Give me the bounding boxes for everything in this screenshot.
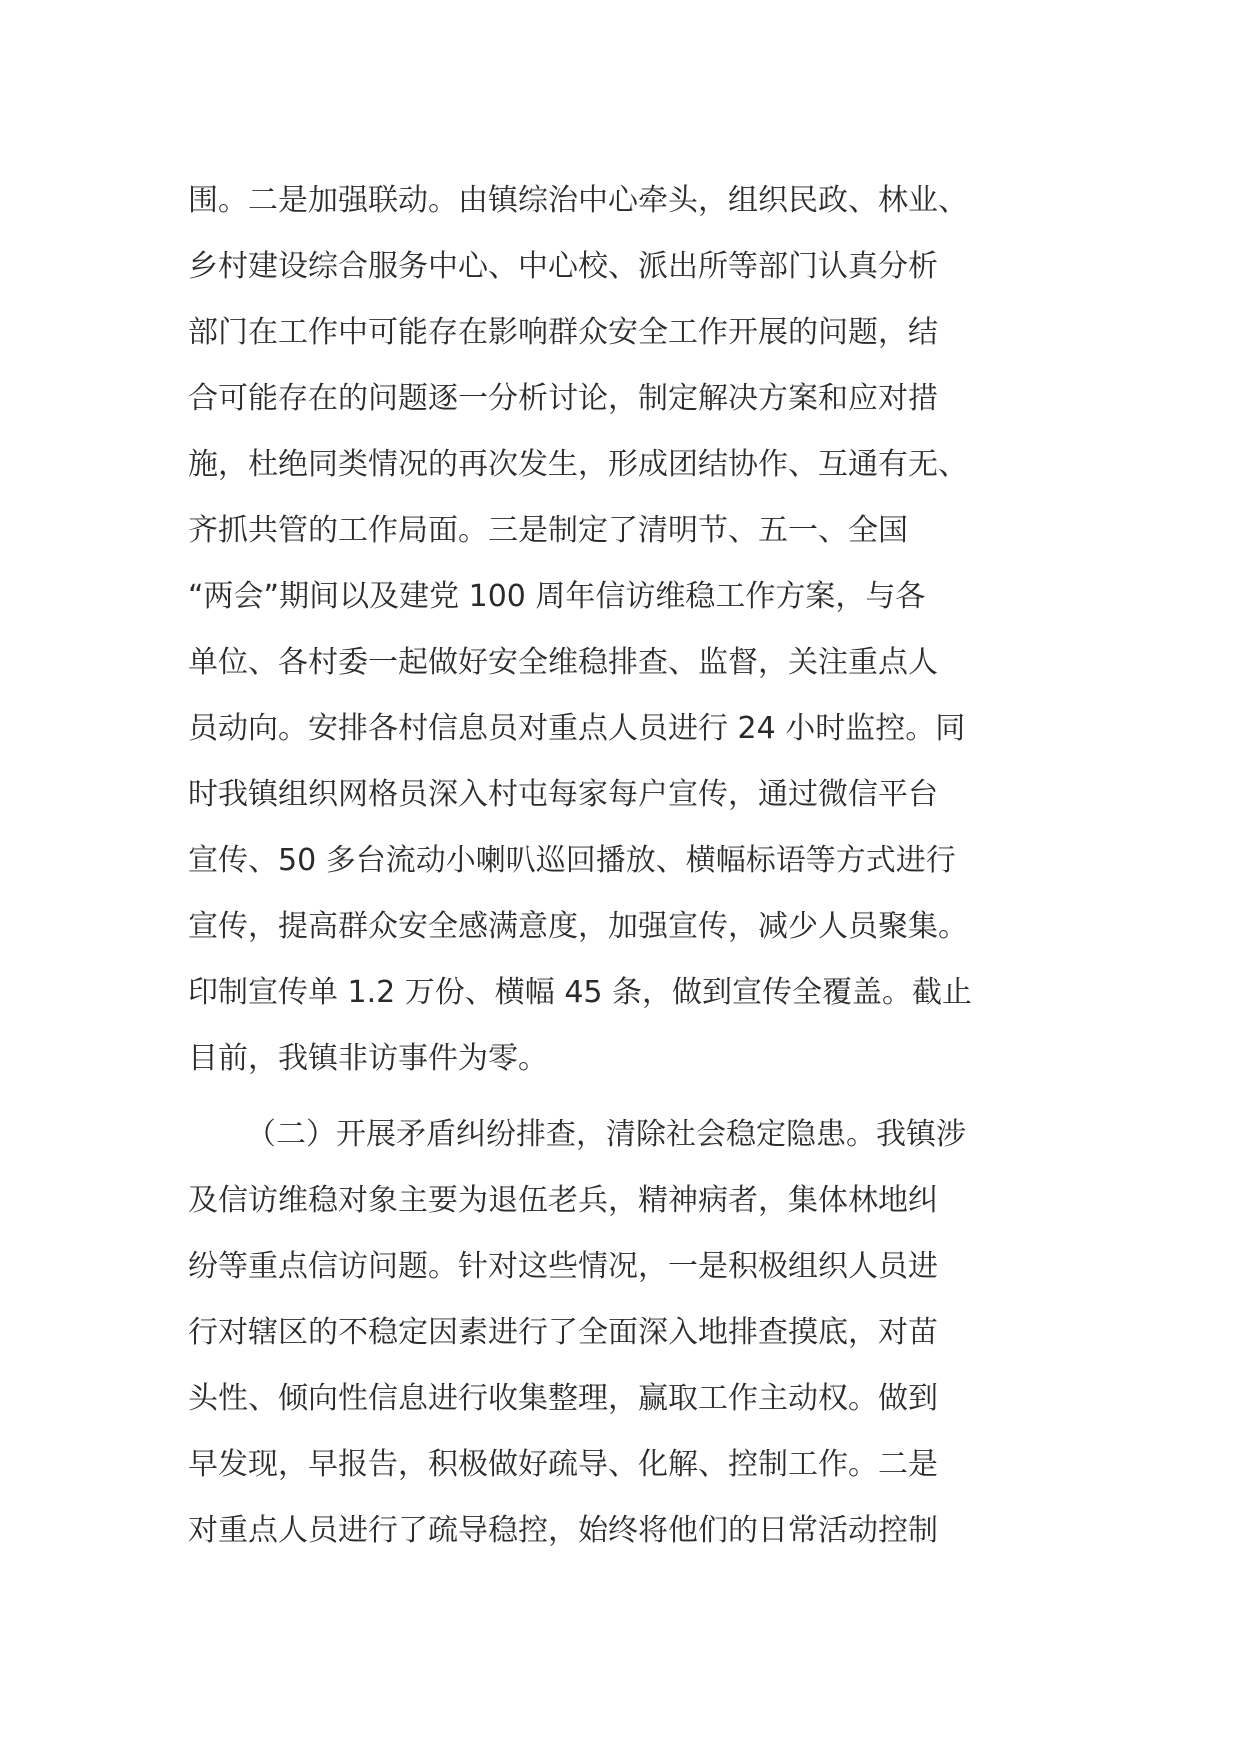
- text-line: 印制宣传单 1.2 万份、横幅 45 条，做到宣传全覆盖。截止: [188, 975, 973, 1010]
- text-line: 单位、各村委一起做好安全维稳排查、监督，关注重点人: [188, 645, 938, 680]
- text-line: 围。二是加强联动。由镇综治中心牵头，组织民政、林业、: [188, 183, 968, 218]
- text-line: 时我镇组织网格员深入村屯每家每户宣传，通过微信平台: [188, 777, 938, 812]
- paragraph-1: [188, 168, 1068, 1092]
- text-line: 纷等重点信访问题。针对这些情况，一是积极组织人员进: [188, 1249, 938, 1284]
- text-line: 宣传、50 多台流动小喇叭巡回播放、横幅标语等方式进行: [188, 843, 956, 878]
- text-line: 头性、倾向性信息进行收集整理，赢取工作主动权。做到: [188, 1381, 938, 1416]
- text-line: 目前，我镇非访事件为零。: [188, 1041, 548, 1076]
- text-line: 员动向。安排各村信息员对重点人员进行 24 小时监控。同: [188, 711, 966, 746]
- document-body: [188, 168, 1068, 1564]
- text-line: 行对辖区的不稳定因素进行了全面深入地排查摸底，对苗: [188, 1315, 938, 1350]
- text-line: 施，杜绝同类情况的再次发生，形成团结协作、互通有无、: [188, 447, 968, 482]
- text-line: 对重点人员进行了疏导稳控，始终将他们的日常活动控制: [188, 1513, 938, 1548]
- text-line: 部门在工作中可能存在影响群众安全工作开展的问题，结: [188, 315, 938, 350]
- text-line: 合可能存在的问题逐一分析讨论，制定解决方案和应对措: [188, 381, 938, 416]
- text-line: 及信访维稳对象主要为退伍老兵，精神病者，集体林地纠: [188, 1183, 938, 1218]
- text-line: 齐抓共管的工作局面。三是制定了清明节、五一、全国: [188, 513, 908, 548]
- text-line: 宣传，提高群众安全感满意度，加强宣传，减少人员聚集。: [188, 909, 968, 944]
- paragraph-2: [188, 1102, 1068, 1564]
- text-line: 早发现，早报告，积极做好疏导、化解、控制工作。二是: [188, 1447, 938, 1482]
- text-line: （二）开展矛盾纠纷排查，清除社会稳定隐患。我镇涉: [246, 1117, 966, 1152]
- text-line: “两会”期间以及建党 100 周年信访维稳工作方案，与各: [188, 579, 926, 614]
- text-line: 乡村建设综合服务中心、中心校、派出所等部门认真分析: [188, 249, 938, 284]
